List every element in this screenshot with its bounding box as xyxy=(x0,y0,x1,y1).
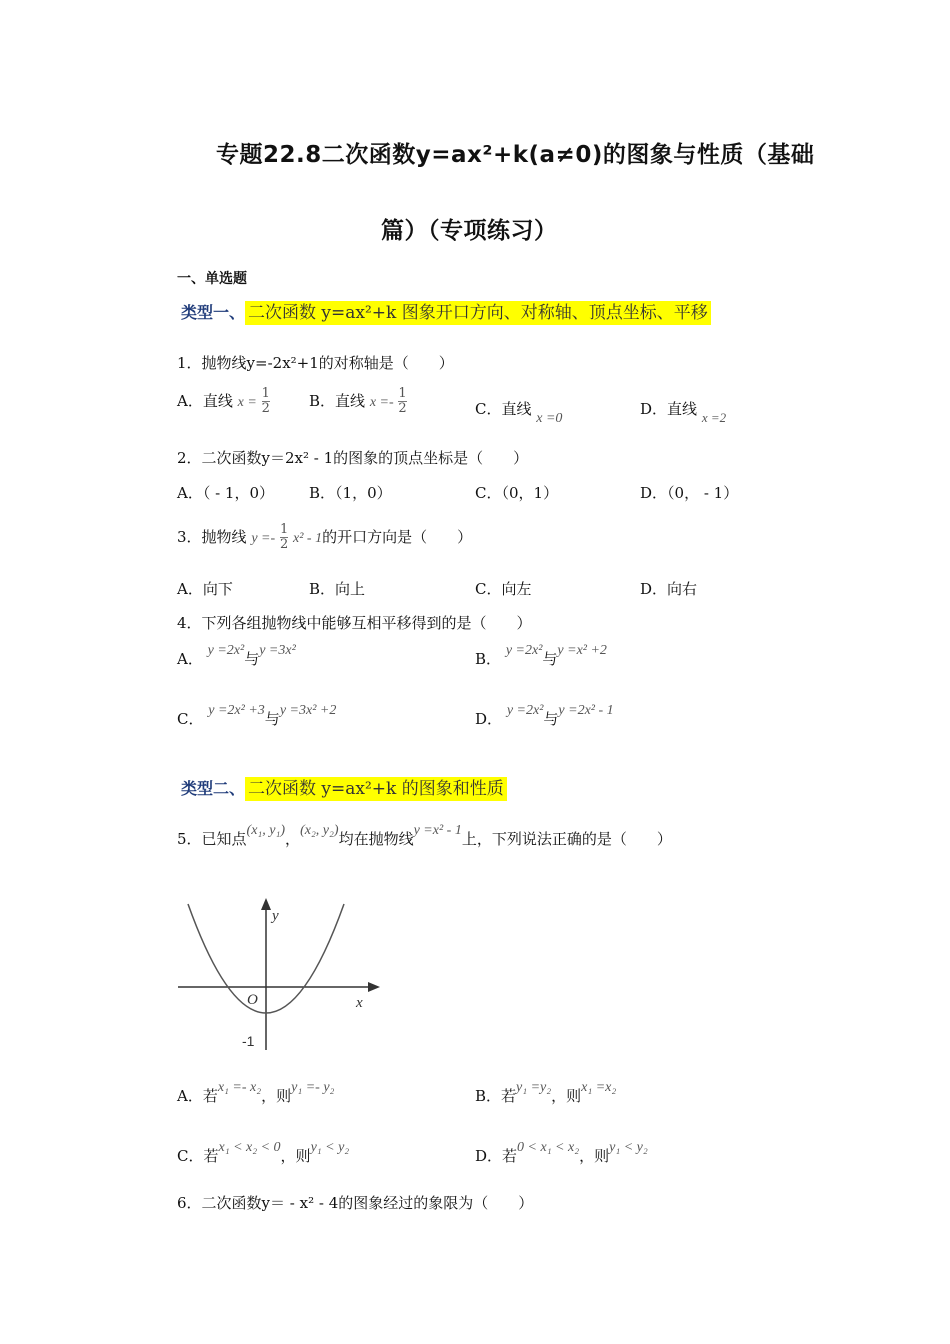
q3-suffix: 的开口方向是（ ） xyxy=(322,527,473,546)
q4-c-label: C． xyxy=(177,710,204,728)
type1-heading xyxy=(181,298,711,323)
q5-c-res: y₁ < y₂ xyxy=(310,1140,350,1155)
q2-option-d: D．（0， - 1） xyxy=(640,484,739,502)
q4-a-connector: 与 xyxy=(244,650,260,668)
q4-b-label: B． xyxy=(475,650,502,668)
q4-a-label: A． xyxy=(177,650,203,668)
q4-b-m2: y =x² +2 xyxy=(557,643,607,658)
type1-highlight: 二次函数 y=ax²+k 图象开口方向、对称轴、顶点坐标、平移 xyxy=(245,301,711,325)
x-axis-label: x xyxy=(356,995,363,1011)
q5-point1: (x₁, y₁) xyxy=(246,823,286,838)
q3-option-c: C．向左 xyxy=(475,580,532,598)
q1-b-frac xyxy=(398,387,406,417)
q3-math-pre: y =- xyxy=(251,530,276,546)
q5-d-res: y₁ < y₂ xyxy=(609,1140,648,1155)
q1-d-math: x =2 xyxy=(701,410,727,425)
q3-prefix: 3．抛物线 xyxy=(177,527,247,546)
q2-option-b: B．（1，0） xyxy=(309,484,392,502)
q2-option-a: A．（ - 1，0） xyxy=(177,484,275,502)
q4-c-m2: y =3x² +2 xyxy=(279,703,337,718)
q4-b-connector: 与 xyxy=(542,650,558,668)
q4-c-connector: 与 xyxy=(264,710,280,728)
page-title-line2: 篇）（专项练习） xyxy=(381,218,558,244)
q5-d-then: ，则 xyxy=(579,1147,610,1165)
y-axis-label: y xyxy=(272,908,279,924)
q5-suffix: 上，下列说法正确的是（ ） xyxy=(461,830,672,848)
q1-b-num: 1 xyxy=(398,386,407,401)
q1-a-math: x = xyxy=(237,394,257,410)
x-axis-arrow-icon xyxy=(368,982,380,992)
q4-option-d xyxy=(475,703,614,729)
origin-label: O xyxy=(247,992,258,1008)
type2-label: 类型二、 xyxy=(181,779,246,798)
q3-frac xyxy=(280,523,288,553)
q5-option-d xyxy=(475,1140,648,1166)
q1-option-b xyxy=(309,387,407,417)
q4-d-label: D． xyxy=(475,710,503,728)
q3-stem xyxy=(177,523,472,553)
type2-heading xyxy=(181,774,507,799)
q5-point2: (x₂, y₂) xyxy=(300,823,339,838)
y-axis-arrow-icon xyxy=(261,898,271,910)
q5-stem xyxy=(177,823,672,849)
q4-d-connector: 与 xyxy=(543,710,559,728)
type1-label: 类型一、 xyxy=(181,303,246,322)
q5-curve: y =x² - 1 xyxy=(413,823,462,838)
q1-stem: 1．抛物线y=-2x²+1的对称轴是（ ） xyxy=(177,354,454,372)
vertex-label: -1 xyxy=(242,1033,255,1049)
q5-option-b xyxy=(475,1080,617,1106)
q1-c-math: x =0 xyxy=(536,411,563,426)
parabola-graph xyxy=(170,890,390,1060)
q5-c-label: C．若 xyxy=(177,1147,219,1165)
q5-d-cond: 0 < x₁ < x₂ xyxy=(517,1140,580,1155)
q1-a-label: A．直线 xyxy=(177,391,233,410)
q5-option-a xyxy=(177,1080,335,1106)
q4-d-m2: y =2x² - 1 xyxy=(558,703,614,718)
q1-a-frac xyxy=(262,387,270,417)
q1-a-num: 1 xyxy=(261,386,270,401)
q5-b-res: x₁ =x₂ xyxy=(581,1080,617,1095)
q1-option-d xyxy=(640,398,727,425)
q4-a-m1: y =2x² xyxy=(207,643,245,658)
q5-c-then: ，则 xyxy=(280,1147,311,1165)
q5-a-label: A．若 xyxy=(177,1087,218,1105)
q4-a-m2: y =3x² xyxy=(259,643,296,658)
q1-d-label: D．直线 xyxy=(640,400,698,418)
q2-option-c: C．（0，1） xyxy=(475,484,559,502)
q5-a-then: ，则 xyxy=(261,1087,292,1105)
q1-a-den: 2 xyxy=(261,401,270,417)
q4-option-c xyxy=(177,703,337,729)
q1-c-label: C．直线 xyxy=(475,400,532,418)
q5-a-cond: x₁ =- x₂ xyxy=(217,1080,262,1095)
q1-b-label: B．直线 xyxy=(309,391,366,410)
q5-option-c xyxy=(177,1140,350,1166)
q1-b-den: 2 xyxy=(398,401,407,417)
q5-a-res: y₁ =- y₂ xyxy=(291,1080,335,1095)
q4-b-m1: y =2x² xyxy=(505,643,543,658)
q3-num: 1 xyxy=(279,522,289,537)
q4-option-a xyxy=(177,643,296,669)
q1-b-math: x =- xyxy=(369,394,394,410)
q3-option-d: D．向右 xyxy=(640,580,698,598)
q4-option-b xyxy=(475,643,607,669)
q4-d-m1: y =2x² xyxy=(506,703,544,718)
section-heading: 一、单选题 xyxy=(177,271,247,287)
q5-comma: ， xyxy=(285,830,301,848)
q5-d-label: D．若 xyxy=(475,1147,518,1165)
q6-stem: 6．二次函数y＝ - x² - 4的图象经过的象限为（ ） xyxy=(177,1194,534,1212)
type2-highlight: 二次函数 y=ax²+k 的图象和性质 xyxy=(245,777,507,801)
q3-option-a: A．向下 xyxy=(177,580,233,598)
q4-stem: 4．下列各组抛物线中能够互相平移得到的是（ ） xyxy=(177,614,532,632)
q5-prefix: 5．已知点 xyxy=(177,830,247,848)
q5-b-then: ，则 xyxy=(551,1087,582,1105)
q5-b-cond: y₁ =y₂ xyxy=(516,1080,552,1095)
q3-option-b: B．向上 xyxy=(309,580,366,598)
q1-option-c xyxy=(475,398,563,426)
q2-stem: 2．二次函数y＝2x² - 1的图象的顶点坐标是（ ） xyxy=(177,449,529,467)
page-title-line1: 专题22.8二次函数y=ax²+k(a≠0)的图象与性质（基础 xyxy=(216,142,815,168)
q1-option-a xyxy=(177,387,270,417)
q3-den: 2 xyxy=(279,537,289,553)
q4-c-m1: y =2x² +3 xyxy=(208,703,265,718)
q5-mid: 均在抛物线 xyxy=(338,830,414,848)
q3-math-post: x² - 1 xyxy=(293,530,323,546)
q5-b-label: B．若 xyxy=(475,1087,517,1105)
q5-c-cond: x₁ < x₂ < 0 xyxy=(218,1140,281,1155)
